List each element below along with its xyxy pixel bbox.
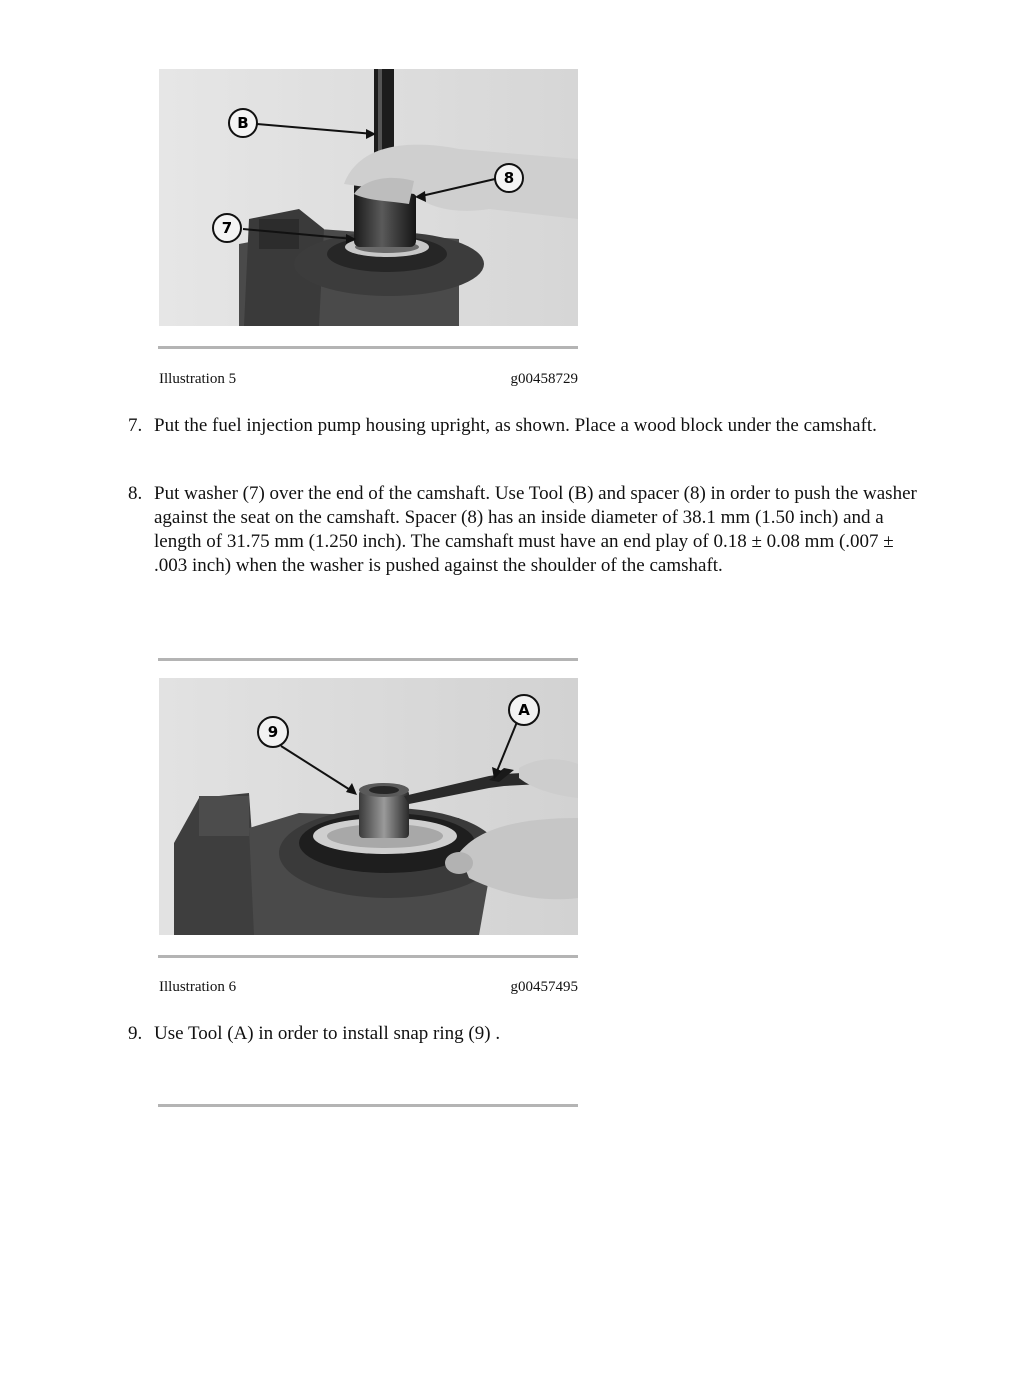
illustration-6-top-divider — [158, 658, 578, 661]
callout-b-label: B — [237, 114, 249, 132]
illustration-5-divider — [158, 346, 578, 349]
illustration-5-caption — [159, 369, 578, 389]
illustration-6-divider — [158, 955, 578, 958]
step-8-number: 8. — [128, 483, 143, 504]
step-7-text: Put the fuel injection pump housing upright, as shown. Place a wood block under the camshaft. — [154, 415, 877, 436]
step-9-text: Use Tool (A) in order to install snap ring (9) . — [154, 1023, 501, 1044]
step-8 — [128, 482, 918, 578]
illustration-6-label: Illustration 6 — [159, 979, 237, 995]
step-7 — [128, 414, 918, 438]
callout-7-label: 7 — [221, 219, 233, 237]
step-8-text: Put washer (7) over the end of the camshaft. Use Tool (B) and spacer (8) in order to push the washer against the seat on the camshaft. Spacer (8) has an inside diameter of 38.1 mm (1.50 inch) and a length of 31.75 mm (1.250 inch). The camshaft must have an end play of 0.18 ± 0.08 mm (.007 ± .003 inch) when the washer is pushed against the shoulder of the camshaft. — [154, 483, 917, 576]
illustration-5-label: Illustration 5 — [159, 371, 237, 387]
callout-a-label: A — [518, 701, 530, 719]
illustration-6-id: g00457495 — [510, 979, 578, 995]
illustration-5-id: g00458729 — [510, 371, 578, 387]
callout-8 — [495, 164, 523, 192]
illustration-5-photo — [159, 69, 578, 326]
step-9-number: 9. — [128, 1023, 143, 1044]
illustration-6-photo — [159, 678, 578, 935]
pump-camshaft-tool-image — [159, 69, 578, 326]
callout-9-label: 9 — [267, 723, 279, 741]
callout-7 — [213, 214, 241, 242]
step-9 — [128, 1022, 918, 1046]
callout-b — [229, 109, 257, 137]
next-illustration-divider — [158, 1104, 578, 1107]
callout-9 — [258, 717, 288, 747]
step-7-number: 7. — [128, 415, 143, 436]
callout-8-label: 8 — [503, 169, 515, 187]
illustration-6-caption — [159, 977, 578, 997]
callout-a — [509, 695, 539, 725]
snap-ring-install-image — [159, 678, 578, 935]
